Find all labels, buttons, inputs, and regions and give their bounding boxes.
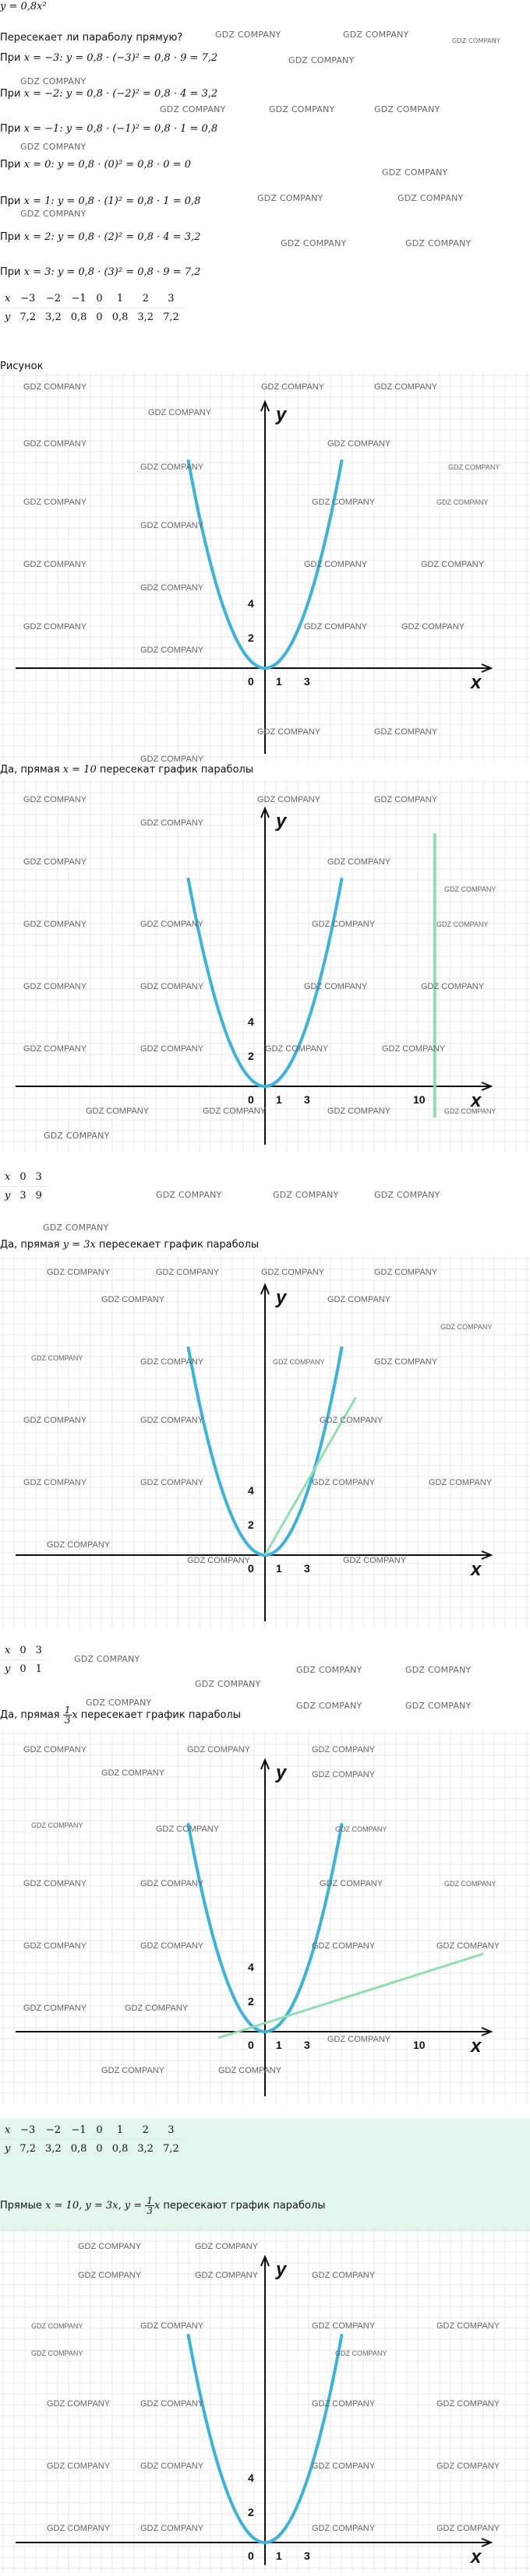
graph-svg xyxy=(0,372,530,762)
watermark-text: GDZ COMPANY xyxy=(156,1190,222,1200)
calc-math: x = 0: y = 0,8 · (0)² = 0,8 · 0 = 0 xyxy=(23,159,192,171)
x-axis-label: x xyxy=(471,1559,482,1580)
calc-line xyxy=(0,195,200,209)
watermark-text: GDZ COMPANY xyxy=(23,439,87,449)
watermark-text: GDZ COMPANY xyxy=(448,463,500,471)
watermark-text: GDZ COMPANY xyxy=(140,1879,204,1888)
table-cell: 3 xyxy=(31,1168,47,1187)
tick-label-x-10: 10 xyxy=(413,1093,426,1106)
table-cell: 3 xyxy=(158,2121,184,2140)
watermark-text: GDZ COMPANY xyxy=(47,1540,111,1550)
watermark-text: GDZ COMPANY xyxy=(195,2242,259,2251)
figure-label: Рисунок xyxy=(0,361,44,372)
watermark-text: GDZ COMPANY xyxy=(288,55,355,65)
table-row-y xyxy=(0,1187,47,1205)
watermark-text: GDZ COMPANY xyxy=(261,382,325,392)
calc-line xyxy=(0,266,200,280)
watermark-text: GDZ COMPANY xyxy=(374,1357,438,1367)
origin-label: 0 xyxy=(248,1093,254,1106)
watermark-text: GDZ COMPANY xyxy=(74,1654,140,1664)
watermark-text: GDZ COMPANY xyxy=(20,142,87,152)
watermark-text: GDZ COMPANY xyxy=(187,1556,251,1565)
answer-1 xyxy=(0,763,253,777)
watermark-text: GDZ COMPANY xyxy=(444,1880,496,1888)
table-cell: 0 xyxy=(15,1168,30,1187)
tick-label-y: 4 xyxy=(248,1961,254,1973)
watermark-text: GDZ COMPANY xyxy=(140,1044,204,1054)
y-axis-label: y xyxy=(276,2259,287,2280)
watermark-text: GDZ COMPANY xyxy=(101,2066,165,2075)
table-row-y xyxy=(0,1660,47,1679)
tick-label-y: 2 xyxy=(248,632,254,644)
watermark-text: GDZ COMPANY xyxy=(312,2321,376,2331)
graph-5 xyxy=(0,2227,530,2573)
watermark-text: GDZ COMPANY xyxy=(405,238,472,248)
watermark-text: GDZ COMPANY xyxy=(257,727,321,737)
watermark-text: GDZ COMPANY xyxy=(23,982,87,991)
values-table-summary xyxy=(0,2121,184,2158)
watermark-text: GDZ COMPANY xyxy=(436,2321,500,2331)
table-header-y: y xyxy=(5,311,11,323)
watermark-text: GDZ COMPANY xyxy=(218,2066,282,2075)
calc-prefix: При xyxy=(0,266,24,278)
watermark-text: GDZ COMPANY xyxy=(436,2399,500,2409)
table-cell: −3 xyxy=(15,290,41,308)
y-axis-label: y xyxy=(276,1287,287,1308)
watermark-text: GDZ COMPANY xyxy=(273,1190,339,1200)
watermark-text: GDZ COMPANY xyxy=(452,37,501,44)
table-cell: 2 xyxy=(132,2121,158,2140)
calc-line xyxy=(0,122,217,136)
watermark-text: GDZ COMPANY xyxy=(281,238,347,248)
watermark-text: GDZ COMPANY xyxy=(296,1665,362,1675)
watermark-text: GDZ COMPANY xyxy=(23,382,87,392)
table-cell: 0 xyxy=(15,1642,30,1660)
watermark-text: GDZ COMPANY xyxy=(140,646,204,655)
y-axis-label: y xyxy=(276,811,287,832)
table-cell: 3,2 xyxy=(45,2143,62,2155)
answer-1-prefix: Да, прямая xyxy=(0,764,63,776)
table-row-x xyxy=(0,2121,184,2140)
calc-math: x = −1: y = 0,8 · (−1)² = 0,8 · 1 = 0,8 xyxy=(23,123,218,135)
watermark-text: GDZ COMPANY xyxy=(343,1556,407,1565)
watermark-text: GDZ COMPANY xyxy=(195,2271,259,2280)
watermark-text: GDZ COMPANY xyxy=(320,1879,383,1888)
table-header-y: y xyxy=(5,2143,11,2155)
watermark-text: GDZ COMPANY xyxy=(31,1821,83,1829)
watermark-text: GDZ COMPANY xyxy=(374,1268,438,1277)
watermark-text: GDZ COMPANY xyxy=(312,1478,376,1487)
final-fraction xyxy=(145,2196,154,2215)
graph-svg xyxy=(0,1255,530,1629)
table-cell: 3 xyxy=(19,1190,26,1202)
watermark-text: GDZ COMPANY xyxy=(327,2035,391,2044)
calc-line xyxy=(0,158,191,172)
calc-math: x = −2: y = 0,8 · (−2)² = 0,8 · 4 = 3,2 xyxy=(23,88,218,100)
watermark-text: GDZ COMPANY xyxy=(140,2399,204,2409)
watermark-text: GDZ COMPANY xyxy=(140,755,204,762)
watermark-text: GDZ COMPANY xyxy=(374,727,438,737)
watermark-text: GDZ COMPANY xyxy=(195,1679,261,1689)
watermark-text: GDZ COMPANY xyxy=(440,1323,493,1331)
final-math: x = 10, y = 3x, y = xyxy=(45,2200,146,2212)
origin-label: 0 xyxy=(248,1562,254,1575)
header-formula: y = 0,8x² xyxy=(0,1,47,12)
table-header-x: x xyxy=(0,1642,15,1660)
watermark-text: GDZ COMPANY xyxy=(23,2004,87,2013)
watermark-text: GDZ COMPANY xyxy=(140,982,204,991)
watermark-text: GDZ COMPANY xyxy=(312,1770,376,1779)
calc-math: x = 3: y = 0,8 · (3)² = 0,8 · 9 = 7,2 xyxy=(23,266,201,278)
table-cell: 2 xyxy=(132,290,158,308)
watermark-text: GDZ COMPANY xyxy=(312,2524,376,2533)
watermark-text: GDZ COMPANY xyxy=(43,1223,109,1233)
values-table-2 xyxy=(0,1168,47,1205)
tick-label-y: 4 xyxy=(248,1015,254,1028)
watermark-text: GDZ COMPANY xyxy=(265,1044,329,1054)
calc-line xyxy=(0,87,217,101)
watermark-text: GDZ COMPANY xyxy=(374,795,438,804)
watermark-text: GDZ COMPANY xyxy=(47,1268,111,1277)
watermark-text: GDZ COMPANY xyxy=(312,498,376,507)
watermark-text: GDZ COMPANY xyxy=(140,583,204,593)
answer-1-suffix: пересекат график параболы xyxy=(96,764,254,776)
watermark-text: GDZ COMPANY xyxy=(31,2322,83,2330)
watermark-text: GDZ COMPANY xyxy=(140,1357,204,1367)
answer-2-prefix: Да, прямая xyxy=(0,1239,63,1251)
x-axis-label: x xyxy=(471,672,482,693)
watermark-text: GDZ COMPANY xyxy=(374,382,438,392)
table-cell: 0 xyxy=(91,2121,107,2140)
watermark-text: GDZ COMPANY xyxy=(421,560,485,569)
watermark-text: GDZ COMPANY xyxy=(269,104,335,114)
table-cell: 3 xyxy=(158,290,184,308)
table-row-x xyxy=(0,290,184,308)
watermark-text: GDZ COMPANY xyxy=(140,2321,204,2331)
calc-prefix: При xyxy=(0,52,24,64)
final-prefix: Прямые xyxy=(0,2200,46,2212)
graph-4 xyxy=(0,1730,530,2104)
watermark-text: GDZ COMPANY xyxy=(148,408,212,417)
watermark-text: GDZ COMPANY xyxy=(312,920,376,929)
watermark-text: GDZ COMPANY xyxy=(382,167,448,178)
tick-label-y: 4 xyxy=(248,2472,254,2484)
watermark-text: GDZ COMPANY xyxy=(304,622,368,632)
values-table xyxy=(0,290,184,326)
table-cell: 7,2 xyxy=(163,2143,179,2155)
final-answer xyxy=(0,2196,326,2216)
watermark-text: GDZ COMPANY xyxy=(203,1107,267,1116)
table-cell: 0 xyxy=(91,290,107,308)
table-row-x xyxy=(0,1642,47,1660)
tick-label-y: 2 xyxy=(248,2506,254,2518)
watermark-text: GDZ COMPANY xyxy=(304,982,368,991)
table-cell: 0,8 xyxy=(70,2143,87,2155)
tick-label-x: 3 xyxy=(304,2550,310,2562)
table-cell: 0,8 xyxy=(111,311,129,323)
origin-label: 0 xyxy=(248,2039,254,2051)
calc-math: x = 1: y = 0,8 · (1)² = 0,8 · 1 = 0,8 xyxy=(23,195,201,207)
table-header-y: y xyxy=(5,1190,11,1202)
watermark-text: GDZ COMPANY xyxy=(327,857,391,867)
watermark-text: GDZ COMPANY xyxy=(273,1358,325,1366)
table-header-x: x xyxy=(0,2121,15,2140)
answer-2-suffix: пересекает график параболы xyxy=(95,1239,260,1251)
watermark-text: GDZ COMPANY xyxy=(23,498,87,507)
watermark-text: GDZ COMPANY xyxy=(86,1698,152,1708)
tick-label-y: 2 xyxy=(248,1995,254,2008)
table-row-y xyxy=(0,308,184,327)
answer-2 xyxy=(0,1238,259,1252)
tick-label-x: 3 xyxy=(304,2039,310,2051)
watermark-text: GDZ COMPANY xyxy=(31,2349,83,2357)
watermark-text: GDZ COMPANY xyxy=(436,498,489,506)
watermark-text: GDZ COMPANY xyxy=(23,1879,87,1888)
table-cell: 3,2 xyxy=(45,311,62,323)
watermark-text: GDZ COMPANY xyxy=(140,463,204,472)
calc-math: x = 2: y = 0,8 · (2)² = 0,8 · 4 = 3,2 xyxy=(23,231,201,243)
watermark-text: GDZ COMPANY xyxy=(140,521,204,530)
calc-math: x = −3: y = 0,8 · (−3)² = 0,8 · 9 = 7,2 xyxy=(23,52,218,64)
watermark-text: GDZ COMPANY xyxy=(140,1478,204,1487)
answer-3-prefix: Да, прямая xyxy=(0,1709,63,1721)
watermark-text: GDZ COMPANY xyxy=(312,2271,376,2280)
watermark-text: GDZ COMPANY xyxy=(405,1665,472,1675)
answer-3-fraction xyxy=(63,1705,72,1725)
watermark-text: GDZ COMPANY xyxy=(312,2462,376,2471)
watermark-text: GDZ COMPANY xyxy=(327,1107,391,1116)
watermark-text: GDZ COMPANY xyxy=(436,2462,500,2471)
watermark-text: GDZ COMPANY xyxy=(335,1825,387,1833)
table-cell: 3,2 xyxy=(137,311,154,323)
watermark-text: GDZ COMPANY xyxy=(304,560,368,569)
watermark-text: GDZ COMPANY xyxy=(429,1478,493,1487)
table-cell: 1 xyxy=(35,1663,42,1675)
graph-svg xyxy=(0,1730,530,2104)
tick-label-x: 3 xyxy=(304,675,310,688)
watermark-text: GDZ COMPANY xyxy=(23,1745,87,1754)
table-cell: 0 xyxy=(19,1663,26,1675)
answer-2-math: y = 3x xyxy=(62,1239,96,1251)
tick-label-y: 2 xyxy=(248,1519,254,1531)
table-cell: 0 xyxy=(96,2143,103,2155)
watermark-text: GDZ COMPANY xyxy=(257,193,323,203)
watermark-text: GDZ COMPANY xyxy=(444,885,496,893)
table-cell: 3,2 xyxy=(137,2143,154,2155)
watermark-text: GDZ COMPANY xyxy=(320,1416,383,1425)
tick-label-x: 1 xyxy=(276,2550,282,2562)
calc-line xyxy=(0,231,200,245)
tick-label-x: 1 xyxy=(276,2039,282,2051)
watermark-text: GDZ COMPANY xyxy=(312,1941,376,1951)
watermark-text: GDZ COMPANY xyxy=(335,2349,387,2357)
fraction-denominator: 3 xyxy=(147,2205,153,2216)
watermark-text: GDZ COMPANY xyxy=(382,1044,446,1054)
watermark-text: GDZ COMPANY xyxy=(125,2004,189,2013)
tick-label-x: 1 xyxy=(276,1562,282,1575)
fraction-numerator: 1 xyxy=(147,2195,153,2206)
tick-label-x-10: 10 xyxy=(413,2039,426,2051)
graph-3 xyxy=(0,1255,530,1629)
graph-1 xyxy=(0,372,530,762)
y-axis-label: y xyxy=(276,1762,287,1783)
watermark-text: GDZ COMPANY xyxy=(23,622,87,632)
table-header-x: x xyxy=(0,1168,15,1187)
calc-prefix: При xyxy=(0,159,24,171)
table-header-x: x xyxy=(0,290,15,308)
table-cell: −1 xyxy=(66,2121,92,2140)
watermark-text: GDZ COMPANY xyxy=(47,2399,111,2409)
final-math-x: x xyxy=(154,2200,161,2212)
y-axis-label: y xyxy=(276,404,287,425)
watermark-text: GDZ COMPANY xyxy=(23,1416,87,1425)
watermark-text: GDZ COMPANY xyxy=(140,1416,204,1425)
table-cell: −2 xyxy=(41,2121,66,2140)
graph-2 xyxy=(0,779,530,1153)
watermark-text: GDZ COMPANY xyxy=(140,1941,204,1951)
watermark-text: GDZ COMPANY xyxy=(374,1190,440,1200)
table-cell: 7,2 xyxy=(19,311,37,323)
tick-label-y: 4 xyxy=(248,1484,254,1497)
watermark-text: GDZ COMPANY xyxy=(31,1354,83,1362)
calc-line xyxy=(0,51,217,65)
tick-label-x: 1 xyxy=(276,1093,282,1106)
table-cell: 0,8 xyxy=(70,311,87,323)
table-cell: −2 xyxy=(41,290,66,308)
watermark-text: GDZ COMPANY xyxy=(401,622,465,632)
answer-3-suffix: пересекает график параболы xyxy=(77,1709,242,1721)
watermark-text: GDZ COMPANY xyxy=(44,1131,110,1141)
watermark-text: GDZ COMPANY xyxy=(23,920,87,929)
watermark-text: GDZ COMPANY xyxy=(140,2524,204,2533)
table-cell: −3 xyxy=(15,2121,41,2140)
origin-label: 0 xyxy=(248,2550,254,2562)
fraction-denominator: 3 xyxy=(64,1715,71,1726)
watermark-text: GDZ COMPANY xyxy=(140,818,204,828)
origin-label: 0 xyxy=(248,675,254,688)
watermark-text: GDZ COMPANY xyxy=(156,1825,220,1834)
answer-1-math: x = 10 xyxy=(62,764,97,776)
watermark-text: GDZ COMPANY xyxy=(101,1295,165,1304)
answer-3 xyxy=(0,1705,241,1726)
watermark-text: GDZ COMPANY xyxy=(23,1478,87,1487)
watermark-text: GDZ COMPANY xyxy=(23,1044,87,1054)
tick-label-y: 2 xyxy=(248,1050,254,1062)
graph-svg xyxy=(0,779,530,1153)
watermark-text: GDZ COMPANY xyxy=(156,1268,220,1277)
watermark-text: GDZ COMPANY xyxy=(261,1268,325,1277)
tick-label-y: 4 xyxy=(248,597,254,610)
watermark-text: GDZ COMPANY xyxy=(78,2271,142,2280)
watermark-text: GDZ COMPANY xyxy=(444,1107,496,1115)
watermark-text: GDZ COMPANY xyxy=(436,2524,500,2533)
calc-prefix: При xyxy=(0,231,24,243)
table-row-x xyxy=(0,1168,47,1187)
watermark-text: GDZ COMPANY xyxy=(343,30,409,40)
watermark-text: GDZ COMPANY xyxy=(160,104,226,114)
watermark-text: GDZ COMPANY xyxy=(405,1701,472,1711)
table-cell: 9 xyxy=(35,1190,42,1202)
table-cell: 1 xyxy=(108,290,133,308)
x-axis-label: x xyxy=(471,2036,482,2057)
final-suffix: пересекают график параболы xyxy=(160,2200,326,2212)
watermark-text: GDZ COMPANY xyxy=(327,1295,391,1304)
watermark-text: GDZ COMPANY xyxy=(215,30,281,40)
calc-prefix: При xyxy=(0,88,24,100)
watermark-text: GDZ COMPANY xyxy=(47,2462,111,2471)
table-cell: 0 xyxy=(96,311,103,323)
watermark-text: GDZ COMPANY xyxy=(23,560,87,569)
watermark-text: GDZ COMPANY xyxy=(23,857,87,867)
watermark-text: GDZ COMPANY xyxy=(374,104,440,114)
values-table-3 xyxy=(0,1642,47,1678)
watermark-text: GDZ COMPANY xyxy=(421,982,485,991)
calc-prefix: При xyxy=(0,123,24,135)
watermark-text: GDZ COMPANY xyxy=(436,1941,500,1951)
table-cell: 3 xyxy=(31,1642,47,1660)
tick-label-x: 3 xyxy=(304,1093,310,1106)
tick-label-x: 3 xyxy=(304,1562,310,1575)
watermark-text: GDZ COMPANY xyxy=(296,1701,362,1711)
table-cell: −1 xyxy=(66,290,92,308)
table-cell: 0,8 xyxy=(111,2143,129,2155)
table-row-y xyxy=(0,2140,184,2159)
watermark-text: GDZ COMPANY xyxy=(257,795,321,804)
watermark-text: GDZ COMPANY xyxy=(436,920,489,928)
answer-3-math: x xyxy=(72,1709,78,1721)
watermark-text: GDZ COMPANY xyxy=(312,2399,376,2409)
calc-prefix: При xyxy=(0,195,24,207)
watermark-text: GDZ COMPANY xyxy=(327,439,391,449)
watermark-text: GDZ COMPANY xyxy=(47,2524,111,2533)
watermark-text: GDZ COMPANY xyxy=(140,2462,204,2471)
fraction-numerator: 1 xyxy=(64,1705,71,1716)
watermark-text: GDZ COMPANY xyxy=(20,76,87,86)
table-cell: 7,2 xyxy=(19,2143,37,2155)
watermark-text: GDZ COMPANY xyxy=(20,209,87,219)
watermark-text: GDZ COMPANY xyxy=(312,1745,376,1754)
x-axis-label: x xyxy=(471,2546,482,2567)
table-cell: 1 xyxy=(108,2121,133,2140)
graph-svg xyxy=(0,2227,530,2573)
line-y13x xyxy=(218,1954,483,2038)
x-axis-label: x xyxy=(471,1090,482,1111)
watermark-text: GDZ COMPANY xyxy=(86,1107,150,1116)
watermark-text: GDZ COMPANY xyxy=(398,193,464,203)
watermark-text: GDZ COMPANY xyxy=(101,1768,165,1778)
tick-label-x: 1 xyxy=(276,675,282,688)
question-text: Пересекает ли параболу прямую? xyxy=(0,32,183,44)
table-header-y: y xyxy=(5,1663,11,1675)
table-cell: 7,2 xyxy=(163,311,179,323)
watermark-text: GDZ COMPANY xyxy=(187,1745,251,1754)
watermark-text: GDZ COMPANY xyxy=(140,920,204,929)
watermark-text: GDZ COMPANY xyxy=(23,1941,87,1951)
watermark-text: GDZ COMPANY xyxy=(78,2242,142,2251)
watermark-text: GDZ COMPANY xyxy=(23,795,87,804)
